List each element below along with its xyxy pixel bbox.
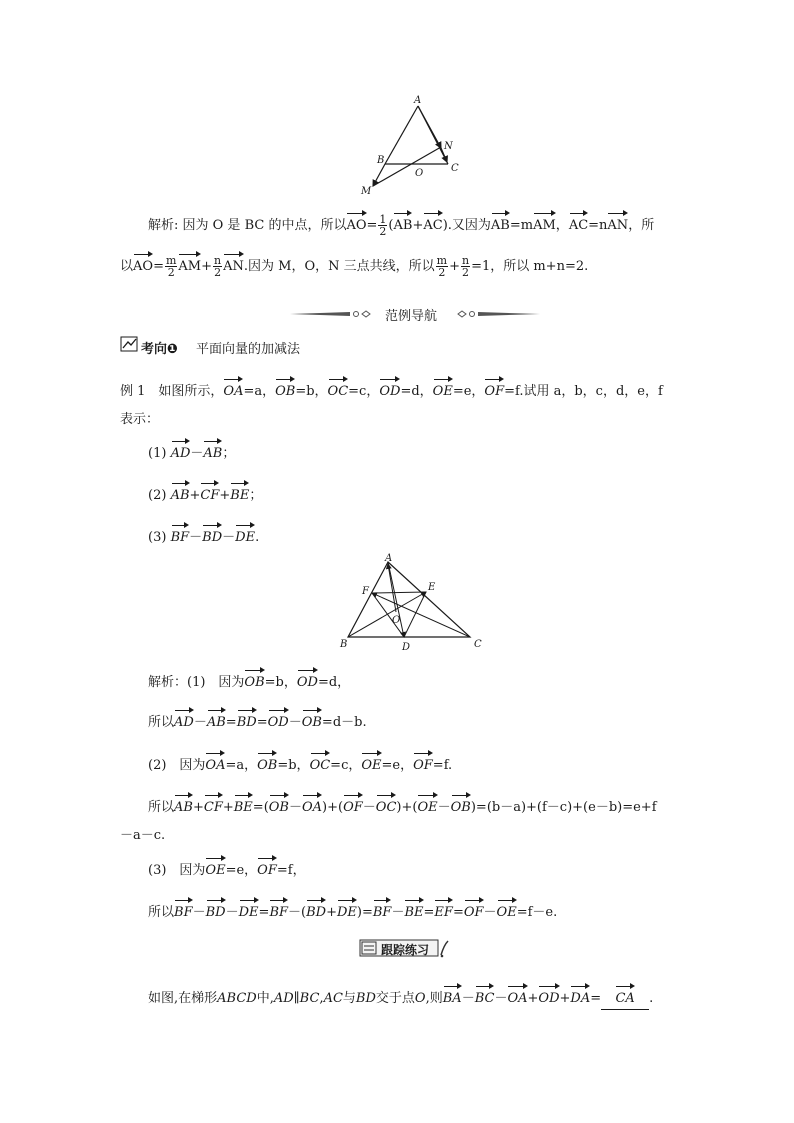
solution-2c: －a－c. — [120, 828, 166, 843]
answer-blank: CA — [601, 983, 649, 1010]
question-2: (2) AB+CF+BE； — [148, 480, 262, 506]
example-line-1: 例 1 如图所示，OA=a，OB=b，OC=c，OD=d，OE=e，OF=f.试用 a，b，c，d，e，f — [120, 376, 663, 402]
exercise-line: 如图,在梯形ABCD中,AD∥BC,AC与BD交于点O,则BA－BC－OA+OD+DA= CA . — [148, 983, 653, 1010]
label-d: D — [402, 642, 411, 653]
vector-an — [418, 106, 441, 148]
label-b: B — [340, 639, 348, 650]
analysis-line-1: 解析: 因为 O 是 BC 的中点，所以AO= $\frac{1}{2}$ (AB+AC).又因为AB=mAM，AC=nAN，所 — [148, 210, 654, 237]
track-practice-title: 跟踪练习 — [381, 943, 430, 957]
solution-1b: 所以AD－AB=BD=OD－OB=d－b. — [148, 707, 367, 733]
question-1: (1) AD－AB； — [148, 438, 235, 464]
solution-2a: (2) 因为OA=a，OB=b，OC=c，OE=e，OF=f. — [148, 750, 452, 776]
label-e: E — [428, 582, 436, 593]
label-a: A — [385, 553, 393, 564]
solution-2b: 所以AB+CF+BE=(OB－OA)+(OF－OC)+(OE－OB)=(b－a)+(f－c)+(e－b)=e+f — [148, 792, 657, 818]
label-c: C — [451, 163, 459, 174]
example-line-2: 表示： — [120, 412, 160, 427]
solution-3b: 所以BF－BD－DE=BF－(BD+DE)=BF－BE=EF=OF－OE=f－e. — [148, 897, 557, 923]
solution-1a: 解析：(1) 因为OB=b，OD=d， — [148, 667, 350, 693]
vector-ao: AO — [346, 210, 366, 236]
solution-3a: (3) 因为OE=e，OF=f， — [148, 855, 306, 881]
label-f: F — [362, 586, 369, 597]
triangle-figure-1 — [355, 92, 465, 202]
label-c: C — [474, 639, 482, 650]
topic-title: 平面向量的加减法 — [196, 342, 301, 357]
label-o: O — [415, 168, 424, 179]
label-m: M — [361, 186, 372, 197]
question-3: (3) BF－BD－DE. — [148, 522, 259, 548]
section-title: 范例导航 — [385, 309, 438, 324]
trend-chart-icon — [120, 336, 138, 352]
label-n: N — [444, 141, 453, 152]
label-b: B — [377, 155, 385, 166]
analysis-line-2: 以AO= $\frac{m}{2}$ AM+ $\frac{n}{2}$ AN.因为 M，O，N 三点共线，所以 $\frac{m}{2}$ + $\frac{n}{2}$ =1，所以 m+n=2. — [120, 251, 588, 278]
topic-number: 考向❶ — [141, 342, 179, 357]
label-a: A — [414, 95, 422, 106]
side-ab — [385, 106, 418, 164]
fraction-half: $\frac{1}{2}$ — [379, 213, 387, 238]
label-o: O — [392, 615, 401, 626]
triangle-figure-2 — [330, 552, 490, 657]
